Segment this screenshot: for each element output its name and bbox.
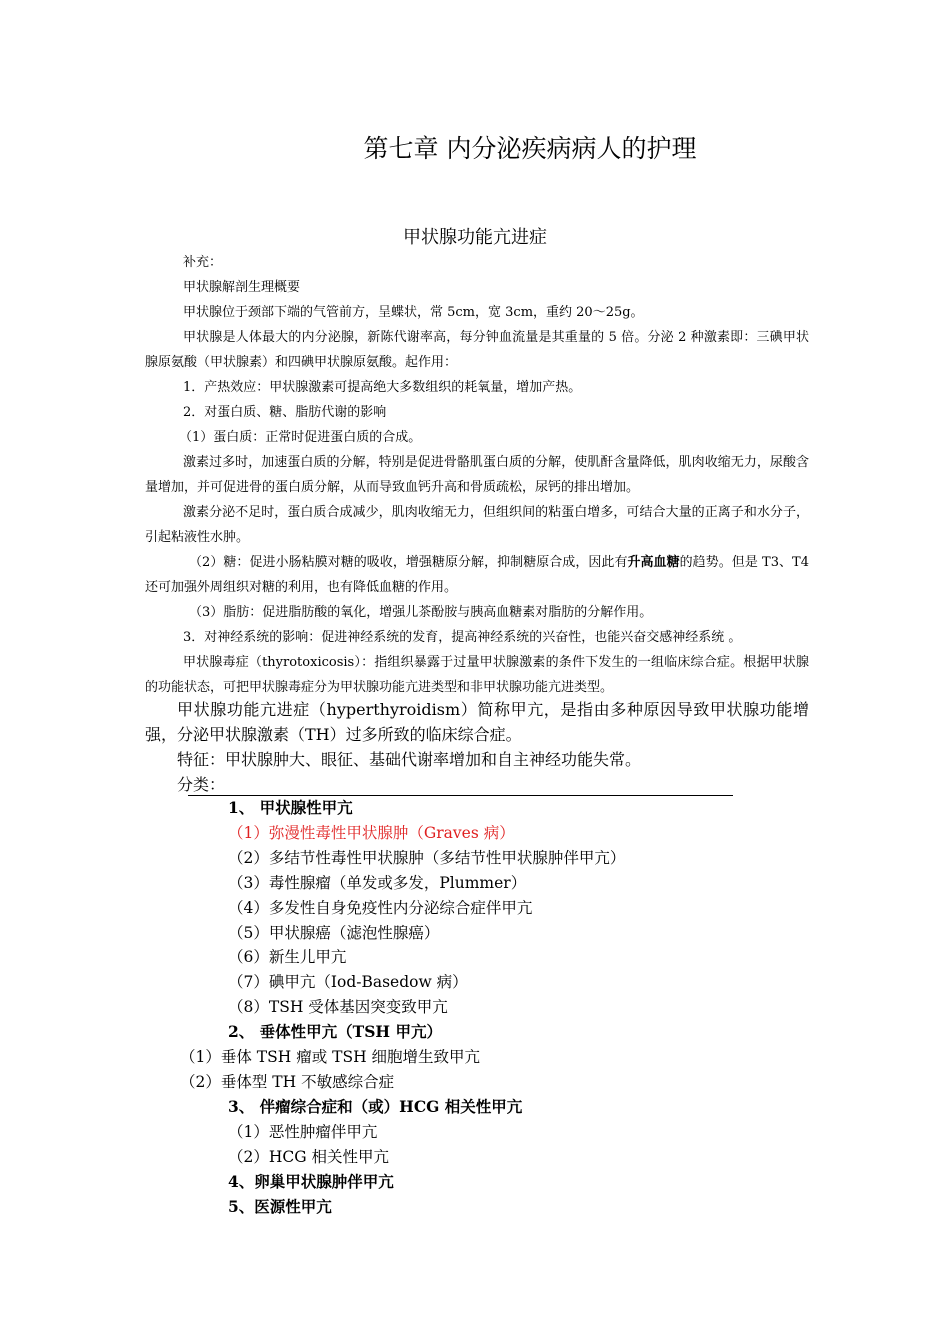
list-heading: 4、卵巢甲状腺肿伴甲亢 — [228, 1171, 394, 1191]
list-item: （5）甲状腺癌（滤泡性腺癌） — [228, 923, 440, 942]
list-item: （1）弥漫性毒性甲状腺肿（Graves 病） — [228, 823, 515, 842]
list-item: （2）垂体型 TH 不敏感综合症 — [180, 1072, 395, 1091]
paragraph: （1）蛋白质：正常时促进蛋白质的合成。 — [179, 430, 422, 445]
paragraph: 甲状腺解剖生理概要 — [183, 280, 301, 295]
paragraph: 激素过多时，加速蛋白质的分解，特别是促进骨骼肌蛋白质的分解，使肌酐含量降低，肌肉收缩无力，尿酸含量增加，并可促进骨的蛋白质分解，从而导致血钙升高和骨质疏松，尿钙的排出增加。 — [145, 455, 809, 495]
paragraph: 补充： — [183, 255, 223, 270]
list-item: （1）垂体 TSH 瘤或 TSH 细胞增生致甲亢 — [180, 1048, 481, 1067]
list-heading: 2、 垂体性甲亢（TSH 甲亢） — [228, 1022, 442, 1042]
list-item: （3）毒性腺瘤（单发或多发，Plummer） — [228, 873, 527, 892]
paragraph: 2．对蛋白质、糖、脂肪代谢的影响 — [183, 405, 387, 420]
paragraph: 甲状腺毒症（thyrotoxicosis）：指组织暴露于过量甲状腺激素的条件下发生的一组临床综合症。根据甲状腺的功能状态，可把甲状腺毒症分为甲状腺功能亢进类型和非甲状腺功能亢进类型。 — [145, 655, 809, 695]
list-item: （6）新生儿甲亢 — [228, 948, 347, 967]
chapter-title: 第七章 内分泌疾病病人的护理 — [363, 134, 697, 163]
paragraph: 甲状腺是人体最大的内分泌腺，新陈代谢率高，每分钟血流量是其重量的 5 倍。分泌 2 种激素即：三碘甲状腺原氨酸（甲状腺素）和四碘甲状腺原氨酸。起作用： — [145, 330, 809, 370]
paragraph: 3．对神经系统的影响：促进神经系统的发育，提高神经系统的兴奋性，也能兴奋交感神经系统 。 — [183, 630, 742, 645]
supplement-section — [145, 250, 809, 700]
definition-section — [145, 697, 809, 797]
list-item: （8）TSH 受体基因突变致甲亢 — [228, 998, 448, 1017]
list-item: （7）碘甲亢（Iod-Basedow 病） — [228, 973, 468, 992]
paragraph: 分类： — [177, 775, 226, 794]
text-run: 的趋势。但是 T3、T4 还可加强外周组织对糖的利用，也有降低血糖的作用。 — [145, 555, 809, 595]
text-run: （2）糖：促进小肠粘膜对糖的吸收，增强糖原分解，抑制糖原合成，因此有 — [189, 555, 628, 570]
list-heading: 3、 伴瘤综合症和（或）HCG 相关性甲亢 — [228, 1096, 523, 1116]
section-title: 甲状腺功能亢进症 — [403, 227, 547, 248]
classification-list — [0, 796, 950, 1219]
paragraph: 1．产热效应：甲状腺激素可提高绝大多数组织的耗氧量，增加产热。 — [183, 380, 582, 395]
paragraph — [145, 550, 809, 600]
paragraph: 甲状腺功能亢进症（hyperthyroidism）简称甲亢，是指由多种原因导致甲状腺功能增强，分泌甲状腺激素（TH）过多所致的临床综合症。 — [145, 700, 809, 744]
list-item: （2）多结节性毒性甲状腺肿（多结节性甲状腺肿伴甲亢） — [228, 848, 626, 867]
paragraph: 激素分泌不足时，蛋白质合成减少，肌肉收缩无力，但组织间的粘蛋白增多，可结合大量的正离子和水分子，引起粘液性水肿。 — [145, 505, 809, 545]
list-heading: 1、 甲状腺性甲亢 — [228, 798, 353, 817]
bold-phrase: 升高血糖 — [627, 555, 680, 570]
paragraph: 特征：甲状腺肿大、眼征、基础代谢率增加和自主神经功能失常。 — [177, 750, 642, 769]
paragraph: （3）脂肪：促进脂肪酸的氧化，增强儿茶酚胺与胰高血糖素对脂肪的分解作用。 — [189, 605, 653, 620]
paragraph: 甲状腺位于颈部下端的气管前方，呈蝶状，常 5cm，宽 3cm，重约 20～25g。 — [183, 305, 644, 320]
list-heading: 5、医源性甲亢 — [228, 1196, 332, 1216]
list-item: （1）恶性肿瘤伴甲亢 — [228, 1122, 378, 1141]
list-item: （4）多发性自身免疫性内分泌综合症伴甲亢 — [228, 898, 533, 917]
list-item: （2）HCG 相关性甲亢 — [228, 1147, 390, 1166]
